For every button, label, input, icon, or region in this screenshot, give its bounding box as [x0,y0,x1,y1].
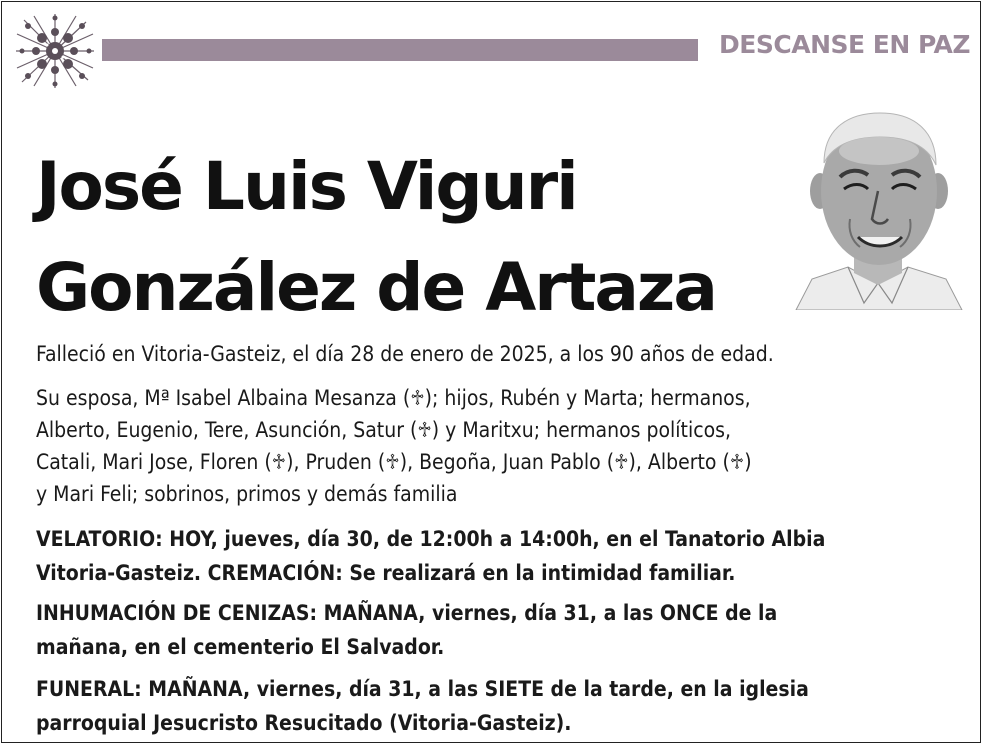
velatorio-line: VELATORIO: HOY, jueves, día 30, de 12:00h a 14:00h, en el Tanatorio Albia [36,527,826,551]
family-line: Catali, Mari Jose, Floren (♱), Pruden (♱), Begoña, Juan Pablo (♱), Alberto (♱) [36,450,752,474]
header-bar [102,39,698,61]
velatorio-line: Vitoria-Gasteiz. CREMACIÓN: Se realizará en la intimidad familiar. [36,561,736,585]
name-line-2: González de Artaza [36,249,716,326]
family-line: Su esposa, Mª Isabel Albaina Mesanza (♱); hijos, Rubén y Marta; hermanos, [36,386,751,410]
inhumacion-info [36,596,966,664]
name-line-1: José Luis Viguri [36,148,577,225]
velatorio-info [36,522,966,590]
inhumacion-line: mañana, en el cementerio El Salvador. [36,635,445,659]
portrait-photo [790,107,966,310]
family-list [36,382,966,510]
funeral-line: parroquial Jesucristo Resucitado (Vitoria-Gasteiz). [36,711,572,735]
family-line: Alberto, Eugenio, Tere, Asunción, Satur (♱) y Maritxu; hermanos políticos, [36,418,731,442]
header-label: DESCANSE EN PAZ [719,30,970,59]
deceased-name [36,136,776,338]
funeral-line: FUNERAL: MAÑANA, viernes, día 31, a las SIETE de la tarde, en la iglesia [36,677,809,701]
death-notice: Falleció en Vitoria-Gasteiz, el día 28 de enero de 2025, a los 90 años de edad. [36,342,774,366]
family-line: y Mari Feli; sobrinos, primos y demás familia [36,482,458,506]
funeral-info [36,672,966,740]
inhumacion-line: INHUMACIÓN DE CENIZAS: MAÑANA, viernes, día 31, a las ONCE de la [36,601,778,625]
flower-icon [14,12,96,90]
